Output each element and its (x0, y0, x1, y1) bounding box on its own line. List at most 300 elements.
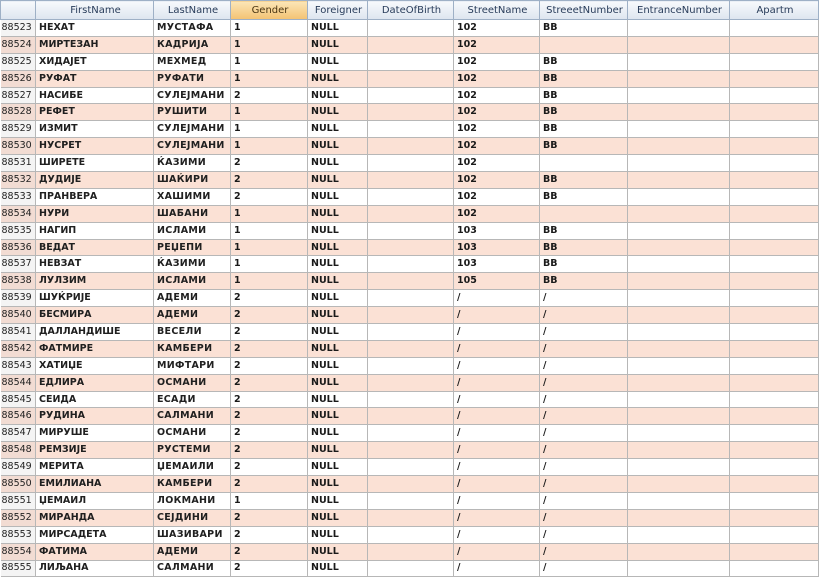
table-row[interactable] (1, 476, 819, 493)
apartment-cell[interactable] (730, 374, 819, 391)
dateofbirth-cell[interactable] (368, 256, 454, 273)
apartment-cell[interactable] (730, 560, 819, 577)
table-row[interactable] (1, 543, 819, 560)
lastname-cell[interactable]: ЌАЗИМИ (154, 256, 231, 273)
foreigner-cell[interactable]: NULL (308, 172, 368, 189)
table-row[interactable] (1, 357, 819, 374)
row-id-cell[interactable]: 88525 (1, 53, 36, 70)
gender-cell[interactable]: 2 (231, 155, 308, 172)
lastname-cell[interactable]: МУСТАФА (154, 20, 231, 37)
streetnumber-cell[interactable]: / (540, 425, 628, 442)
firstname-cell[interactable]: ШУЌРИЈЕ (36, 290, 154, 307)
entrancenumber-cell[interactable] (628, 222, 730, 239)
firstname-cell[interactable]: ХИДАЈЕТ (36, 53, 154, 70)
row-id-cell[interactable]: 88535 (1, 222, 36, 239)
lastname-cell[interactable]: САЛМАНИ (154, 560, 231, 577)
streetname-cell[interactable]: / (454, 391, 540, 408)
apartment-cell[interactable] (730, 172, 819, 189)
apartment-cell[interactable] (730, 155, 819, 172)
foreigner-cell[interactable]: NULL (308, 324, 368, 341)
table-row[interactable] (1, 324, 819, 341)
lastname-cell[interactable]: ШАЗИВАРИ (154, 526, 231, 543)
entrancenumber-cell[interactable] (628, 205, 730, 222)
apartment-cell[interactable] (730, 121, 819, 138)
streetnumber-cell[interactable]: BB (540, 172, 628, 189)
table-row[interactable] (1, 459, 819, 476)
gender-cell[interactable]: 2 (231, 188, 308, 205)
firstname-cell[interactable]: БЕСМИРА (36, 307, 154, 324)
foreigner-cell[interactable]: NULL (308, 408, 368, 425)
dateofbirth-cell[interactable] (368, 543, 454, 560)
apartment-cell[interactable] (730, 239, 819, 256)
apartment-cell[interactable] (730, 205, 819, 222)
foreigner-cell[interactable]: NULL (308, 138, 368, 155)
streetname-cell[interactable]: 102 (454, 121, 540, 138)
lastname-cell[interactable]: ИСЛАМИ (154, 222, 231, 239)
dateofbirth-cell[interactable] (368, 104, 454, 121)
streetname-cell[interactable]: / (454, 560, 540, 577)
entrancenumber-cell[interactable] (628, 70, 730, 87)
streetnumber-cell[interactable]: / (540, 543, 628, 560)
entrancenumber-cell[interactable] (628, 391, 730, 408)
firstname-cell[interactable]: ЕМИЛИАНА (36, 476, 154, 493)
apartment-cell[interactable] (730, 425, 819, 442)
row-id-cell[interactable]: 88552 (1, 509, 36, 526)
table-row[interactable] (1, 307, 819, 324)
streetnumber-cell[interactable]: / (540, 442, 628, 459)
lastname-cell[interactable]: ЕСАДИ (154, 391, 231, 408)
dateofbirth-cell[interactable] (368, 509, 454, 526)
streetname-cell[interactable]: / (454, 408, 540, 425)
streetnumber-cell[interactable]: BB (540, 104, 628, 121)
streetname-cell[interactable]: 102 (454, 104, 540, 121)
row-id-cell[interactable]: 88531 (1, 155, 36, 172)
dateofbirth-cell[interactable] (368, 560, 454, 577)
lastname-cell[interactable]: АДЕМИ (154, 543, 231, 560)
table-row[interactable] (1, 20, 819, 37)
row-id-cell[interactable]: 88550 (1, 476, 36, 493)
gender-cell[interactable]: 2 (231, 459, 308, 476)
apartment-cell[interactable] (730, 476, 819, 493)
row-id-cell[interactable]: 88526 (1, 70, 36, 87)
streetnumber-cell[interactable]: BB (540, 256, 628, 273)
row-id-cell[interactable]: 88540 (1, 307, 36, 324)
row-id-cell[interactable]: 88545 (1, 391, 36, 408)
apartment-cell[interactable] (730, 526, 819, 543)
table-row[interactable] (1, 172, 819, 189)
foreigner-cell[interactable]: NULL (308, 560, 368, 577)
dateofbirth-cell[interactable] (368, 188, 454, 205)
gender-cell[interactable]: 2 (231, 391, 308, 408)
apartment-cell[interactable] (730, 70, 819, 87)
dateofbirth-cell[interactable] (368, 357, 454, 374)
foreigner-cell[interactable]: NULL (308, 543, 368, 560)
lastname-cell[interactable]: ИСЛАМИ (154, 273, 231, 290)
table-row[interactable] (1, 526, 819, 543)
apartment-cell[interactable] (730, 256, 819, 273)
streetname-cell[interactable]: 102 (454, 155, 540, 172)
streetname-cell[interactable]: / (454, 476, 540, 493)
entrancenumber-cell[interactable] (628, 256, 730, 273)
firstname-cell[interactable]: ИЗМИТ (36, 121, 154, 138)
streetname-cell[interactable]: 103 (454, 239, 540, 256)
table-row[interactable] (1, 492, 819, 509)
dateofbirth-cell[interactable] (368, 155, 454, 172)
lastname-cell[interactable]: МЕХМЕД (154, 53, 231, 70)
foreigner-cell[interactable]: NULL (308, 121, 368, 138)
dateofbirth-cell[interactable] (368, 408, 454, 425)
foreigner-cell[interactable]: NULL (308, 526, 368, 543)
streetname-cell[interactable]: / (454, 509, 540, 526)
dateofbirth-cell[interactable] (368, 36, 454, 53)
entrancenumber-column-header[interactable]: EntranceNumber (628, 1, 730, 20)
streetname-cell[interactable]: / (454, 459, 540, 476)
table-row[interactable] (1, 239, 819, 256)
gender-cell[interactable]: 2 (231, 560, 308, 577)
dateofbirth-cell[interactable] (368, 273, 454, 290)
apartment-cell[interactable] (730, 53, 819, 70)
foreigner-cell[interactable]: NULL (308, 104, 368, 121)
row-id-cell[interactable]: 88530 (1, 138, 36, 155)
gender-cell[interactable]: 1 (231, 205, 308, 222)
dateofbirth-cell[interactable] (368, 307, 454, 324)
entrancenumber-cell[interactable] (628, 560, 730, 577)
row-id-cell[interactable]: 88544 (1, 374, 36, 391)
entrancenumber-cell[interactable] (628, 273, 730, 290)
foreigner-cell[interactable]: NULL (308, 20, 368, 37)
entrancenumber-cell[interactable] (628, 357, 730, 374)
gender-cell[interactable]: 1 (231, 70, 308, 87)
foreigner-column-header[interactable]: Foreigner (308, 1, 368, 20)
foreigner-cell[interactable]: NULL (308, 509, 368, 526)
foreigner-cell[interactable]: NULL (308, 87, 368, 104)
row-id-cell[interactable]: 88551 (1, 492, 36, 509)
apartment-cell[interactable] (730, 307, 819, 324)
row-id-cell[interactable]: 88532 (1, 172, 36, 189)
foreigner-cell[interactable]: NULL (308, 391, 368, 408)
gender-cell[interactable]: 2 (231, 357, 308, 374)
streetname-cell[interactable]: / (454, 526, 540, 543)
lastname-cell[interactable]: РУФАТИ (154, 70, 231, 87)
dateofbirth-cell[interactable] (368, 340, 454, 357)
lastname-cell[interactable]: РУСТЕМИ (154, 442, 231, 459)
firstname-cell[interactable]: ФАТМИРЕ (36, 340, 154, 357)
firstname-cell[interactable]: МИРУШЕ (36, 425, 154, 442)
firstname-cell[interactable]: НЕВЗАТ (36, 256, 154, 273)
lastname-cell[interactable]: ХАШИМИ (154, 188, 231, 205)
table-row[interactable] (1, 188, 819, 205)
row-id-cell[interactable]: 88542 (1, 340, 36, 357)
row-id-cell[interactable]: 88549 (1, 459, 36, 476)
entrancenumber-cell[interactable] (628, 408, 730, 425)
row-id-cell[interactable]: 88555 (1, 560, 36, 577)
row-id-cell[interactable]: 88533 (1, 188, 36, 205)
firstname-cell[interactable]: ЕДЛИРА (36, 374, 154, 391)
lastname-cell[interactable]: СУЛЕЈМАНИ (154, 138, 231, 155)
dateofbirth-cell[interactable] (368, 324, 454, 341)
table-row[interactable] (1, 205, 819, 222)
lastname-cell[interactable]: РЕЏЕПИ (154, 239, 231, 256)
foreigner-cell[interactable]: NULL (308, 459, 368, 476)
table-row[interactable] (1, 155, 819, 172)
lastname-cell[interactable]: ЏЕМАИЛИ (154, 459, 231, 476)
gender-column-header[interactable]: Gender (231, 1, 308, 20)
firstname-cell[interactable]: НАГИП (36, 222, 154, 239)
table-row[interactable] (1, 560, 819, 577)
lastname-cell[interactable]: ВЕСЕЛИ (154, 324, 231, 341)
table-row[interactable] (1, 53, 819, 70)
streetnumber-cell[interactable]: / (540, 374, 628, 391)
foreigner-cell[interactable]: NULL (308, 425, 368, 442)
streetname-cell[interactable]: / (454, 442, 540, 459)
gender-cell[interactable]: 2 (231, 87, 308, 104)
firstname-cell[interactable]: МИРТЕЗАН (36, 36, 154, 53)
lastname-cell[interactable]: КАДРИЈА (154, 36, 231, 53)
streetnumber-cell[interactable]: / (540, 509, 628, 526)
dateofbirth-cell[interactable] (368, 492, 454, 509)
gender-cell[interactable]: 1 (231, 492, 308, 509)
lastname-cell[interactable]: ЌАЗИМИ (154, 155, 231, 172)
dateofbirth-cell[interactable] (368, 459, 454, 476)
firstname-cell[interactable]: ПРАНВЕРА (36, 188, 154, 205)
streetnumber-cell[interactable]: BB (540, 239, 628, 256)
entrancenumber-cell[interactable] (628, 172, 730, 189)
firstname-cell[interactable]: ЏЕМАИЛ (36, 492, 154, 509)
gender-cell[interactable]: 2 (231, 476, 308, 493)
lastname-cell[interactable]: МИФТАРИ (154, 357, 231, 374)
gender-cell[interactable]: 2 (231, 408, 308, 425)
entrancenumber-cell[interactable] (628, 476, 730, 493)
streetname-cell[interactable]: 102 (454, 20, 540, 37)
streetname-cell[interactable]: 102 (454, 188, 540, 205)
entrancenumber-cell[interactable] (628, 492, 730, 509)
firstname-cell[interactable]: РУДИНА (36, 408, 154, 425)
streetnumber-cell[interactable]: BB (540, 53, 628, 70)
table-row[interactable] (1, 374, 819, 391)
firstname-cell[interactable]: ЛУЛЗИМ (36, 273, 154, 290)
row-id-cell[interactable]: 88553 (1, 526, 36, 543)
streetnumber-cell[interactable]: BB (540, 273, 628, 290)
firstname-cell[interactable]: ДУДИЈЕ (36, 172, 154, 189)
table-row[interactable] (1, 138, 819, 155)
streetname-cell[interactable]: 102 (454, 53, 540, 70)
streetname-cell[interactable]: / (454, 307, 540, 324)
dateofbirth-cell[interactable] (368, 476, 454, 493)
foreigner-cell[interactable]: NULL (308, 256, 368, 273)
firstname-cell[interactable]: НЕХАТ (36, 20, 154, 37)
apartment-cell[interactable] (730, 36, 819, 53)
apartment-cell[interactable] (730, 543, 819, 560)
streetnumber-cell[interactable]: / (540, 459, 628, 476)
entrancenumber-cell[interactable] (628, 526, 730, 543)
streetnumber-cell[interactable]: / (540, 357, 628, 374)
table-row[interactable] (1, 104, 819, 121)
gender-cell[interactable]: 2 (231, 442, 308, 459)
entrancenumber-cell[interactable] (628, 374, 730, 391)
row-id-cell[interactable]: 88538 (1, 273, 36, 290)
lastname-cell[interactable]: КАМБЕРИ (154, 476, 231, 493)
streetname-cell[interactable]: / (454, 492, 540, 509)
table-row[interactable] (1, 408, 819, 425)
gender-cell[interactable]: 2 (231, 509, 308, 526)
table-row[interactable] (1, 509, 819, 526)
table-row[interactable] (1, 391, 819, 408)
streetname-cell[interactable]: 103 (454, 222, 540, 239)
apartment-column-header[interactable]: Apartm (730, 1, 819, 20)
dateofbirth-cell[interactable] (368, 239, 454, 256)
row-id-cell[interactable]: 88546 (1, 408, 36, 425)
lastname-cell[interactable]: ШАБАНИ (154, 205, 231, 222)
dateofbirth-cell[interactable] (368, 290, 454, 307)
gender-cell[interactable]: 2 (231, 340, 308, 357)
streetname-cell[interactable]: / (454, 425, 540, 442)
foreigner-cell[interactable]: NULL (308, 374, 368, 391)
gender-cell[interactable]: 1 (231, 20, 308, 37)
dateofbirth-cell[interactable] (368, 425, 454, 442)
dateofbirth-cell[interactable] (368, 138, 454, 155)
lastname-cell[interactable]: СЕЈДИНИ (154, 509, 231, 526)
apartment-cell[interactable] (730, 273, 819, 290)
gender-cell[interactable]: 1 (231, 222, 308, 239)
dateofbirth-cell[interactable] (368, 442, 454, 459)
apartment-cell[interactable] (730, 290, 819, 307)
apartment-cell[interactable] (730, 492, 819, 509)
apartment-cell[interactable] (730, 87, 819, 104)
gender-cell[interactable]: 1 (231, 273, 308, 290)
apartment-cell[interactable] (730, 408, 819, 425)
gender-cell[interactable]: 2 (231, 374, 308, 391)
gender-cell[interactable]: 1 (231, 138, 308, 155)
foreigner-cell[interactable]: NULL (308, 476, 368, 493)
streetname-cell[interactable]: 102 (454, 87, 540, 104)
entrancenumber-cell[interactable] (628, 509, 730, 526)
streetname-cell[interactable]: / (454, 357, 540, 374)
entrancenumber-cell[interactable] (628, 459, 730, 476)
dateofbirth-cell[interactable] (368, 526, 454, 543)
dateofbirth-cell[interactable] (368, 222, 454, 239)
apartment-cell[interactable] (730, 188, 819, 205)
streetnumber-cell[interactable]: / (540, 307, 628, 324)
firstname-cell[interactable]: ЛИЉАНА (36, 560, 154, 577)
apartment-cell[interactable] (730, 138, 819, 155)
gender-cell[interactable]: 1 (231, 36, 308, 53)
streetnumber-cell[interactable]: BB (540, 87, 628, 104)
foreigner-cell[interactable]: NULL (308, 155, 368, 172)
streetnumber-cell[interactable]: BB (540, 20, 628, 37)
lastname-cell[interactable]: ОСМАНИ (154, 425, 231, 442)
entrancenumber-cell[interactable] (628, 20, 730, 37)
firstname-cell[interactable]: ФАТИМА (36, 543, 154, 560)
firstname-cell[interactable]: РУФАТ (36, 70, 154, 87)
dateofbirth-cell[interactable] (368, 172, 454, 189)
streetnumber-cell[interactable]: / (540, 290, 628, 307)
gender-cell[interactable]: 2 (231, 307, 308, 324)
streetnumber-cell[interactable]: BB (540, 188, 628, 205)
foreigner-cell[interactable]: NULL (308, 290, 368, 307)
dateofbirth-column-header[interactable]: DateOfBirth (368, 1, 454, 20)
gender-cell[interactable]: 2 (231, 172, 308, 189)
streetname-cell[interactable]: / (454, 324, 540, 341)
firstname-cell[interactable]: ХАТИЏЕ (36, 357, 154, 374)
apartment-cell[interactable] (730, 324, 819, 341)
firstname-cell[interactable]: НУРИ (36, 205, 154, 222)
entrancenumber-cell[interactable] (628, 442, 730, 459)
entrancenumber-cell[interactable] (628, 239, 730, 256)
row-id-cell[interactable]: 88524 (1, 36, 36, 53)
table-row[interactable] (1, 425, 819, 442)
firstname-cell[interactable]: МИРАНДА (36, 509, 154, 526)
streetname-cell[interactable]: / (454, 290, 540, 307)
row-id-column-header[interactable] (1, 1, 36, 20)
lastname-cell[interactable]: ШАЌИРИ (154, 172, 231, 189)
table-row[interactable] (1, 290, 819, 307)
streetname-cell[interactable]: 103 (454, 256, 540, 273)
row-id-cell[interactable]: 88537 (1, 256, 36, 273)
entrancenumber-cell[interactable] (628, 307, 730, 324)
streetnumber-cell[interactable]: / (540, 560, 628, 577)
streetnumber-cell[interactable]: BB (540, 70, 628, 87)
entrancenumber-cell[interactable] (628, 324, 730, 341)
dateofbirth-cell[interactable] (368, 70, 454, 87)
gender-cell[interactable]: 2 (231, 543, 308, 560)
firstname-cell[interactable]: НАСИБЕ (36, 87, 154, 104)
firstname-cell[interactable]: РЕФЕТ (36, 104, 154, 121)
foreigner-cell[interactable]: NULL (308, 340, 368, 357)
row-id-cell[interactable]: 88539 (1, 290, 36, 307)
row-id-cell[interactable]: 88548 (1, 442, 36, 459)
table-row[interactable] (1, 222, 819, 239)
gender-cell[interactable]: 1 (231, 121, 308, 138)
firstname-cell[interactable]: НУСРЕТ (36, 138, 154, 155)
gender-cell[interactable]: 2 (231, 324, 308, 341)
apartment-cell[interactable] (730, 222, 819, 239)
foreigner-cell[interactable]: NULL (308, 222, 368, 239)
foreigner-cell[interactable]: NULL (308, 492, 368, 509)
streetnumber-cell[interactable]: BB (540, 138, 628, 155)
streetnumber-cell[interactable]: / (540, 492, 628, 509)
streetname-cell[interactable]: 102 (454, 138, 540, 155)
firstname-cell[interactable]: МЕРИТА (36, 459, 154, 476)
entrancenumber-cell[interactable] (628, 121, 730, 138)
lastname-cell[interactable]: АДЕМИ (154, 290, 231, 307)
streetnumber-cell[interactable]: BB (540, 222, 628, 239)
apartment-cell[interactable] (730, 509, 819, 526)
table-row[interactable] (1, 442, 819, 459)
table-row[interactable] (1, 36, 819, 53)
dateofbirth-cell[interactable] (368, 87, 454, 104)
streetnumber-cell[interactable]: BB (540, 121, 628, 138)
entrancenumber-cell[interactable] (628, 36, 730, 53)
table-row[interactable] (1, 273, 819, 290)
lastname-cell[interactable]: КАМБЕРИ (154, 340, 231, 357)
streetnumber-cell[interactable] (540, 155, 628, 172)
table-row[interactable] (1, 87, 819, 104)
foreigner-cell[interactable]: NULL (308, 239, 368, 256)
streetname-column-header[interactable]: StreetName (454, 1, 540, 20)
row-id-cell[interactable]: 88534 (1, 205, 36, 222)
lastname-cell[interactable]: СУЛЕЈМАНИ (154, 87, 231, 104)
streetname-cell[interactable]: 102 (454, 36, 540, 53)
streetnumber-cell[interactable]: / (540, 408, 628, 425)
streetname-cell[interactable]: 105 (454, 273, 540, 290)
row-id-cell[interactable]: 88541 (1, 324, 36, 341)
row-id-cell[interactable]: 88529 (1, 121, 36, 138)
gender-cell[interactable]: 1 (231, 256, 308, 273)
foreigner-cell[interactable]: NULL (308, 307, 368, 324)
apartment-cell[interactable] (730, 459, 819, 476)
firstname-cell[interactable]: ШИРЕТЕ (36, 155, 154, 172)
streetname-cell[interactable]: / (454, 340, 540, 357)
